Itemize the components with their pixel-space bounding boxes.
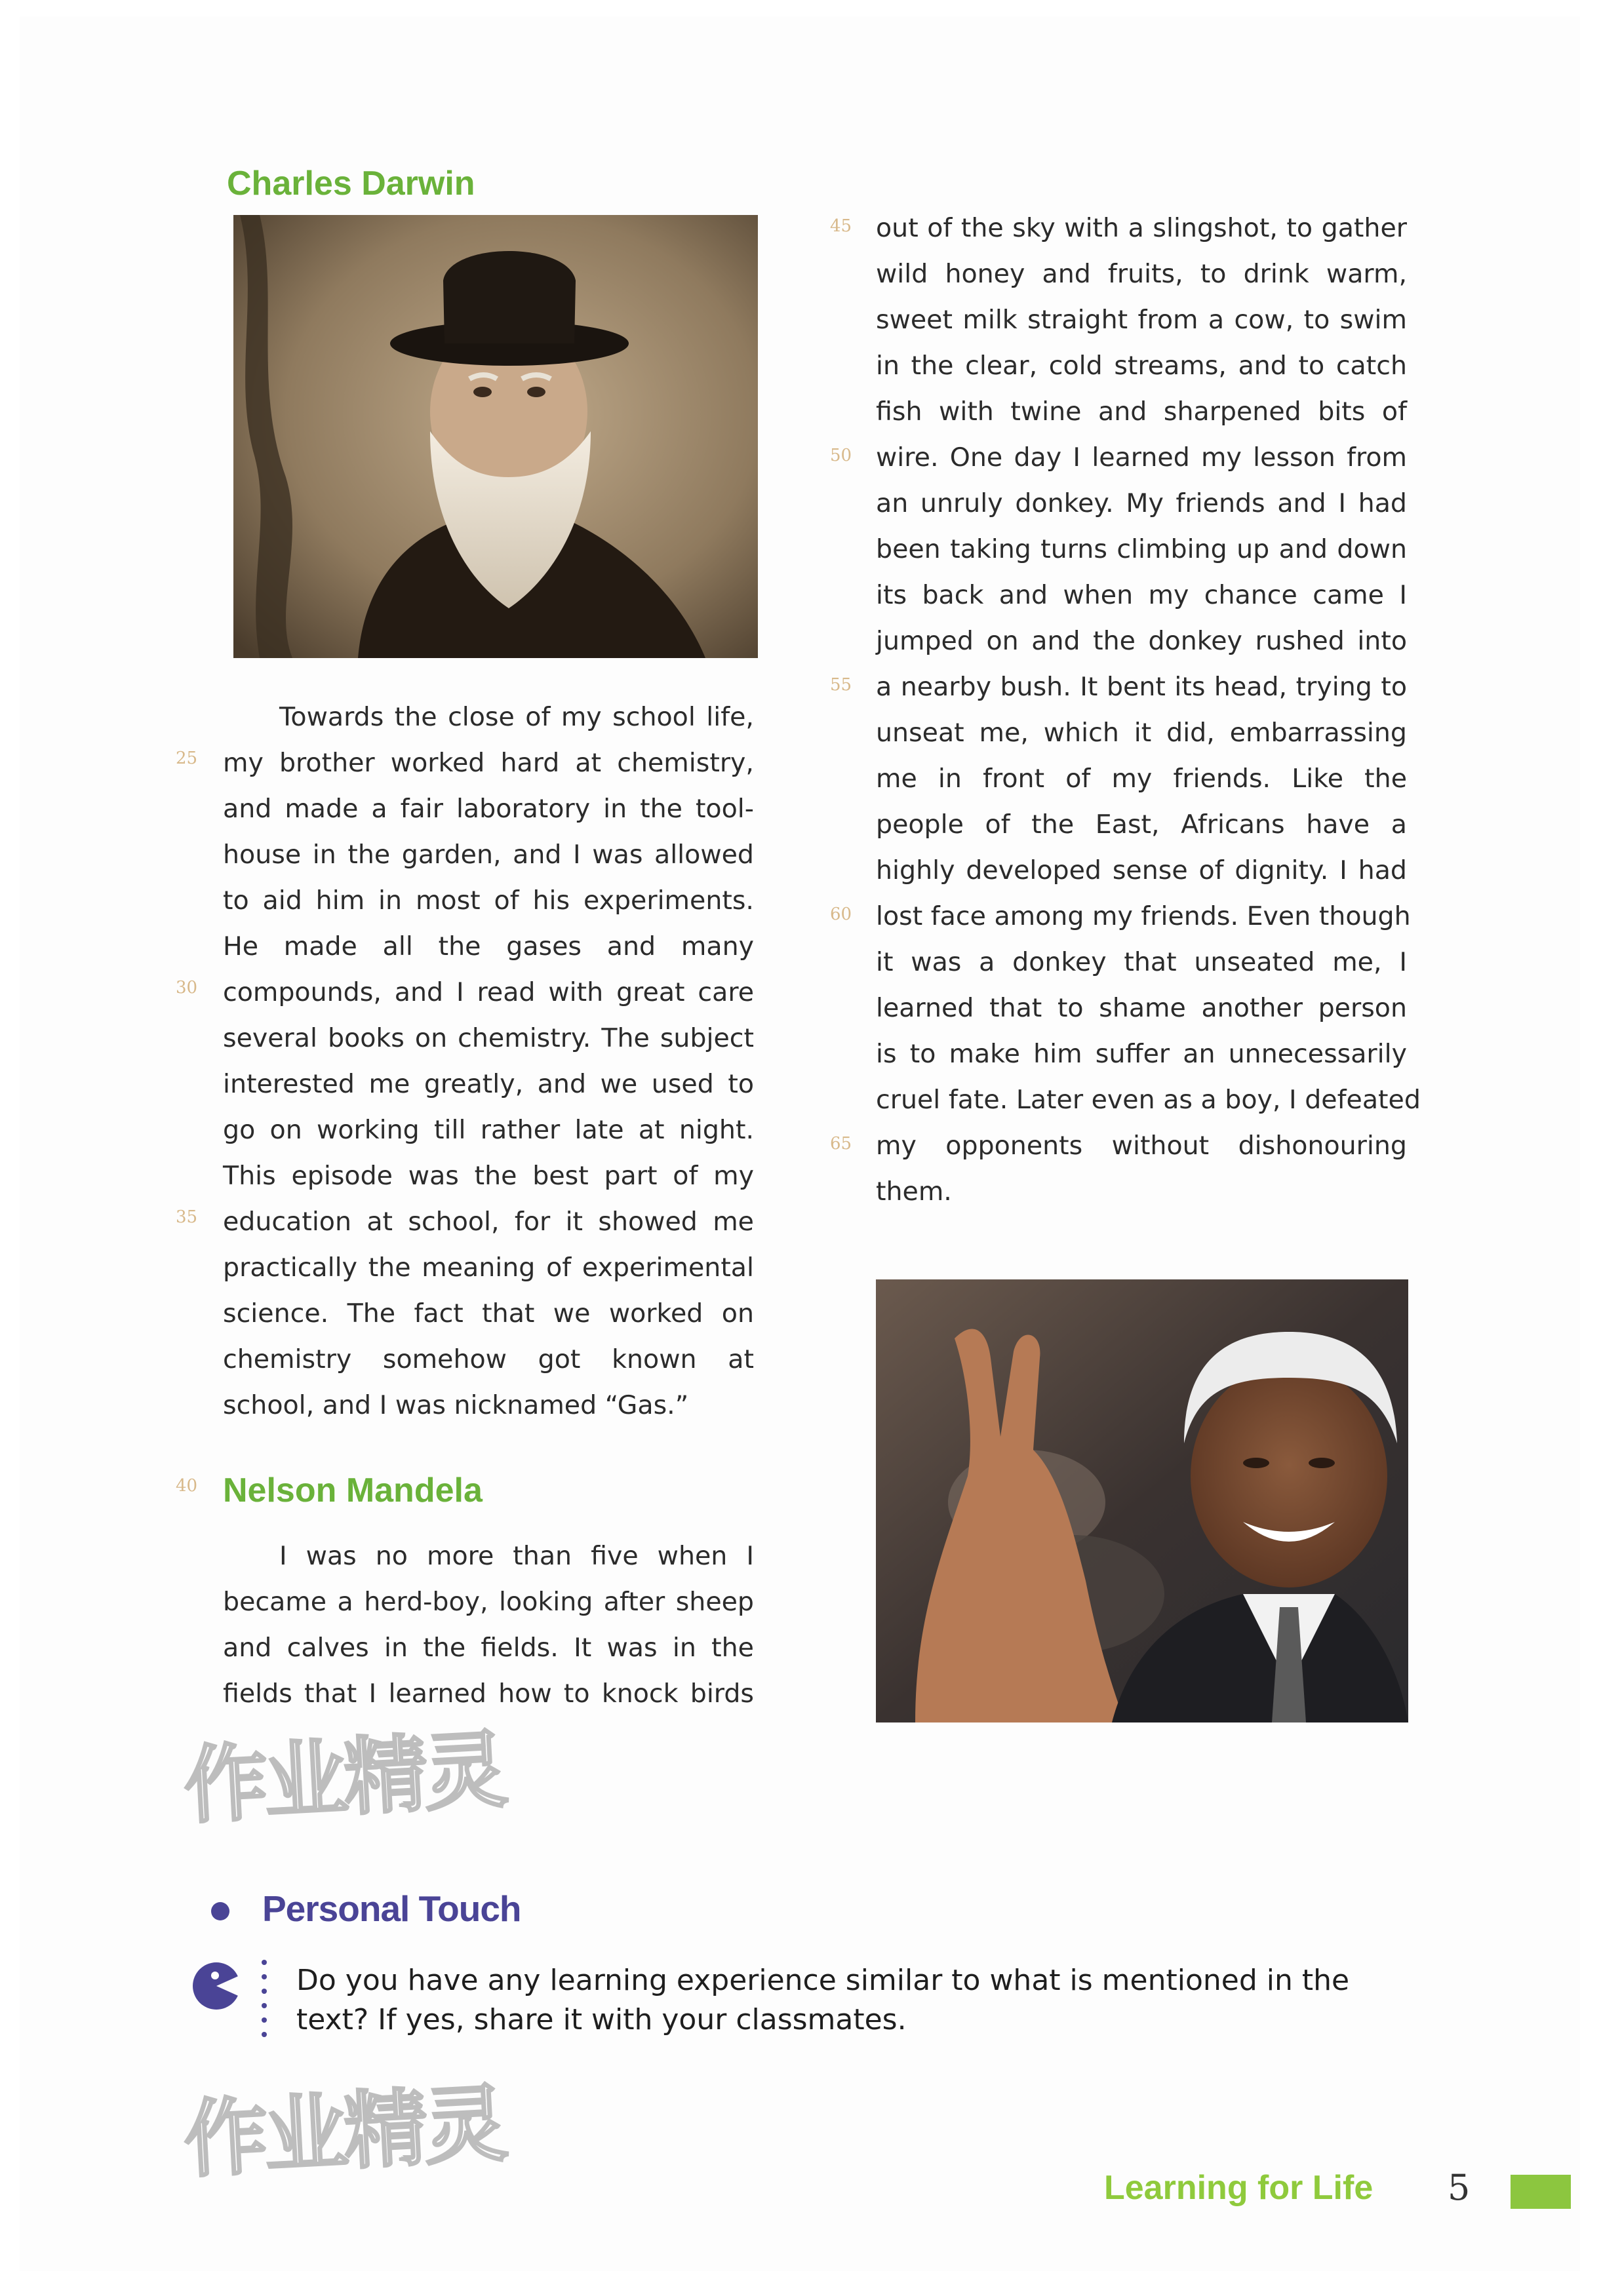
line-number: 25 bbox=[176, 749, 198, 768]
darwin-line: my brother worked hard at chemistry, bbox=[223, 748, 754, 778]
mandela-line: it was a donkey that unseated me, I bbox=[876, 947, 1407, 977]
mandela-line: fish with twine and sharpened bits of bbox=[876, 397, 1407, 427]
mandela-line: out of the sky with a slingshot, to gather bbox=[876, 213, 1407, 243]
mandela-line: is to make him suffer an unnecessarily bbox=[876, 1039, 1407, 1069]
watermark: 作业精灵 bbox=[182, 2075, 507, 2190]
darwin-line: to aid him in most of his experiments. bbox=[223, 885, 754, 916]
darwin-line: school, and I was nicknamed “Gas.” bbox=[223, 1390, 689, 1420]
line-number: 50 bbox=[830, 446, 852, 465]
mandela-line: fields that I learned how to knock birds bbox=[223, 1679, 754, 1709]
mandela-line: learned that to shame another person bbox=[876, 993, 1407, 1023]
mandela-line: sweet milk straight from a cow, to swim bbox=[876, 305, 1407, 335]
mandela-line: I was no more than five when I bbox=[279, 1541, 754, 1571]
darwin-line: go on working till rather late at night. bbox=[223, 1115, 754, 1145]
line-number: 35 bbox=[176, 1207, 198, 1227]
line-number: 30 bbox=[176, 978, 198, 998]
personal-touch-question: Do you have any learning experience similar to what is mentioned in the bbox=[296, 1964, 1350, 1997]
darwin-line: and made a fair laboratory in the tool- bbox=[223, 794, 754, 824]
darwin-photo bbox=[233, 215, 758, 658]
mandela-line: people of the East, Africans have a bbox=[876, 809, 1407, 840]
darwin-line: chemistry somehow got known at bbox=[223, 1344, 754, 1374]
darwin-line: Towards the close of my school life, bbox=[279, 702, 754, 732]
mandela-line: lost face among my friends. Even though bbox=[876, 901, 1411, 931]
line-number: 40 bbox=[176, 1476, 198, 1496]
darwin-line: education at school, for it showed me bbox=[223, 1207, 754, 1237]
mandela-line: my opponents without dishonouring bbox=[876, 1131, 1407, 1161]
mandela-line: and calves in the fields. It was in the bbox=[223, 1633, 754, 1663]
mandela-line: been taking turns climbing up and down bbox=[876, 534, 1407, 564]
mandela-line: became a herd-boy, looking after sheep bbox=[223, 1587, 754, 1617]
page-number: 5 bbox=[1448, 2167, 1471, 2208]
mandela-line: them. bbox=[876, 1177, 952, 1207]
mandela-photo bbox=[876, 1279, 1408, 1722]
speech-icon bbox=[190, 1960, 243, 2012]
dotted-divider bbox=[261, 1958, 267, 2040]
darwin-line: several books on chemistry. The subject bbox=[223, 1023, 754, 1053]
watermark: 作业精灵 bbox=[182, 1721, 507, 1836]
mandela-line: me in front of my friends. Like the bbox=[876, 764, 1407, 794]
darwin-line: This episode was the best part of my bbox=[223, 1161, 754, 1191]
mandela-line: wild honey and fruits, to drink warm, bbox=[876, 259, 1407, 289]
mandela-heading: Nelson Mandela bbox=[223, 1471, 483, 1509]
darwin-line: house in the garden, and I was allowed bbox=[223, 840, 754, 870]
mandela-line: unseat me, which it did, embarrassing bbox=[876, 718, 1407, 748]
mandela-line: cruel fate. Later even as a boy, I defeated bbox=[876, 1085, 1421, 1115]
mandela-line: a nearby bush. It bent its head, trying to bbox=[876, 672, 1407, 702]
line-number: 55 bbox=[830, 675, 852, 695]
line-number: 45 bbox=[830, 216, 852, 236]
darwin-heading: Charles Darwin bbox=[227, 165, 475, 203]
mandela-line: jumped on and the donkey rushed into bbox=[876, 626, 1407, 656]
line-number: 65 bbox=[830, 1134, 852, 1154]
personal-touch-title: Personal Touch bbox=[262, 1888, 521, 1929]
darwin-line: He made all the gases and many bbox=[223, 931, 754, 962]
darwin-line: interested me greatly, and we used to bbox=[223, 1069, 754, 1099]
mandela-line: an unruly donkey. My friends and I had bbox=[876, 488, 1407, 518]
footer-bar bbox=[1511, 2175, 1571, 2209]
bullet-icon bbox=[211, 1902, 229, 1920]
personal-touch-question: text? If yes, share it with your classmates. bbox=[296, 2003, 907, 2036]
line-number: 60 bbox=[830, 905, 852, 924]
darwin-line: practically the meaning of experimental bbox=[223, 1253, 754, 1283]
mandela-line: its back and when my chance came I bbox=[876, 580, 1407, 610]
mandela-line: highly developed sense of dignity. I had bbox=[876, 855, 1407, 885]
darwin-line: compounds, and I read with great care bbox=[223, 977, 754, 1007]
darwin-line: science. The fact that we worked on bbox=[223, 1298, 754, 1329]
mandela-line: in the clear, cold streams, and to catch bbox=[876, 351, 1407, 381]
footer-title: Learning for Life bbox=[1104, 2169, 1374, 2207]
mandela-line: wire. One day I learned my lesson from bbox=[876, 442, 1407, 473]
